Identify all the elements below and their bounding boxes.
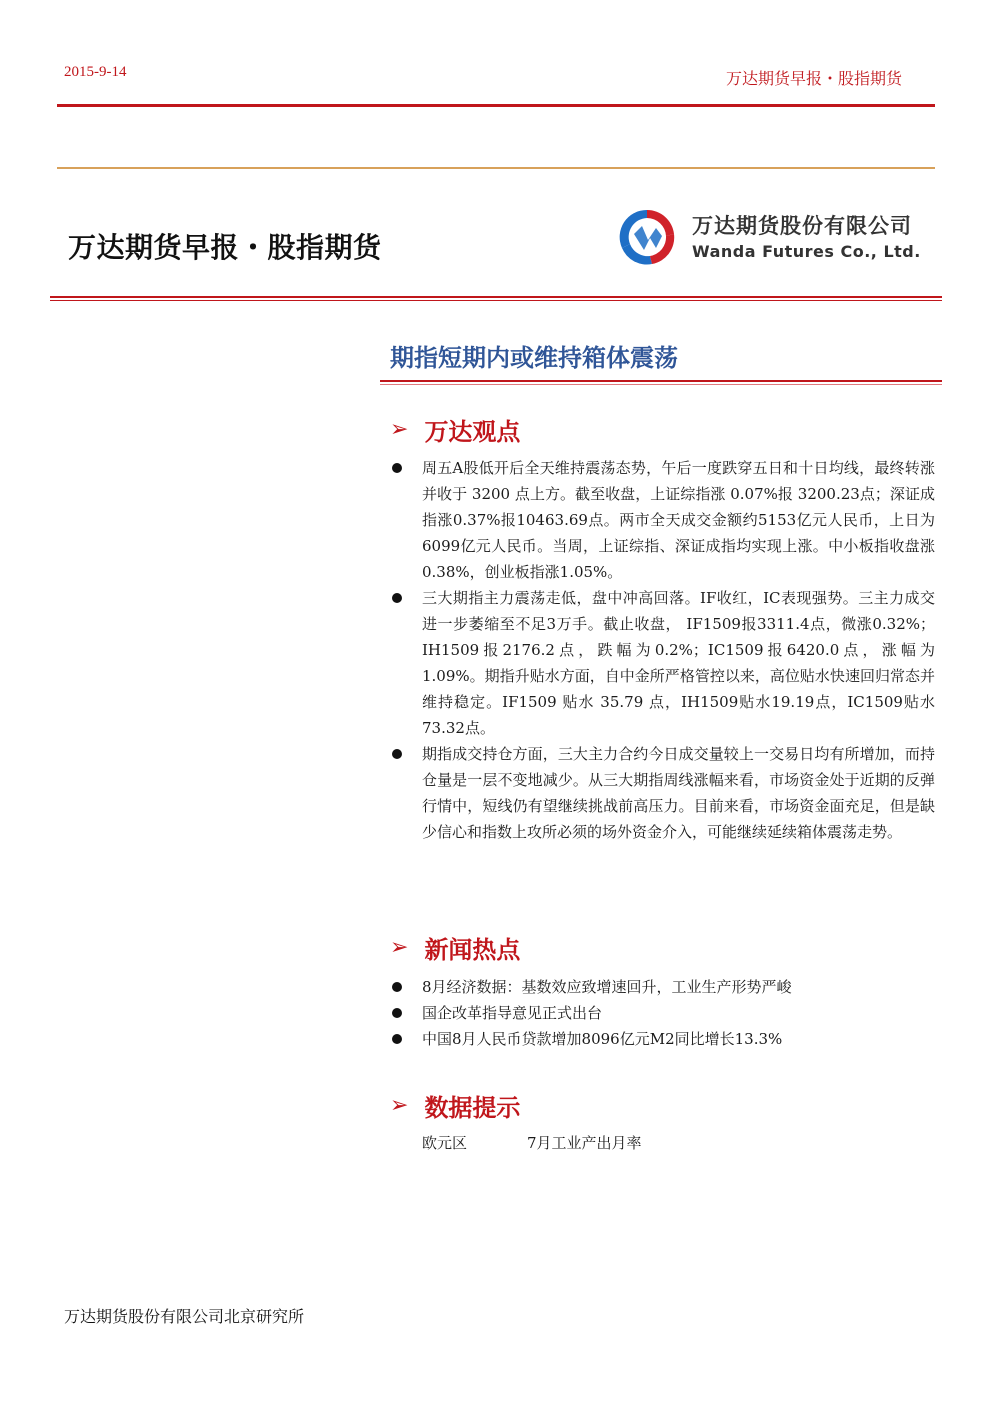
section-data-title: 数据提示 (424, 1094, 521, 1122)
section-news-heading (390, 930, 520, 965)
logo-company-name-cn: 万达期货股份有限公司 (692, 214, 912, 238)
list-item: 8月经济数据：基数效应致增速回升，工业生产形势严峻 (390, 974, 935, 1000)
list-item: 国企改革指导意见正式出台 (390, 1000, 935, 1026)
list-item: 期指成交持仓方面，三大主力合约今日成交量较上一交易日均有所增加，而持仓量是一层不变地减少。从三大期指周线涨幅来看，市场资金处于近期的反弹行情中，短线仍有望继续挑战前高压力。目前来看，市场资金面充足，但是缺少信心和指数上攻所必须的场外资金介入，可能继续延续箱体震荡走势。 (390, 741, 935, 845)
list-item: 三大期指主力震荡走低，盘中冲高回落。IF收红，IC表现强势。三主力成交进一步萎缩至不足3万手。截止收盘， IF1509报3311.4点，微涨0.32%；IH1509报2176.2点，跌幅为0.2%；IC1509报6420.0点，涨幅为 1.09%。期指升贴水方面，自中金所严格管控以来，高位贴水快速回归常态并维持稳定。IF1509 贴水 35.79 点，IH1509贴水19.19点，IC1509贴水73.32点。 (390, 585, 935, 741)
logo-company-name-en: Wanda Futures Co., Ltd. (692, 242, 921, 261)
bullet-icon (392, 1008, 402, 1018)
bullet-icon (392, 749, 402, 759)
header-divider-thin (57, 167, 935, 169)
header-divider (57, 104, 935, 107)
headline-divider (380, 380, 942, 382)
section-view-heading (390, 412, 520, 447)
wanda-swirl-logo-icon (612, 204, 682, 270)
section-data-heading (390, 1088, 520, 1123)
data-region: 欧元区 (422, 1134, 468, 1152)
view-bullet-list (390, 455, 935, 845)
page-title: 万达期货早报・股指期货 (68, 231, 382, 264)
footer-institute: 万达期货股份有限公司北京研究所 (64, 1307, 305, 1326)
section-news-title: 新闻热点 (424, 936, 521, 964)
report-date: 2015-9-14 (64, 64, 127, 80)
bullet-icon (392, 1034, 402, 1044)
section-view-title: 万达观点 (424, 418, 521, 446)
list-item: 中国8月人民币贷款增加8096亿元M2同比增长13.3% (390, 1026, 935, 1052)
title-divider-thin (50, 300, 942, 301)
header-report-name: 万达期货早报・股指期货 (725, 69, 902, 88)
company-logo (612, 204, 932, 270)
arrow-right-icon: ➢ (390, 417, 409, 442)
headline: 期指短期内或维持箱体震荡 (390, 344, 678, 372)
data-row (422, 1132, 642, 1153)
bullet-icon (392, 463, 402, 473)
title-divider (50, 296, 942, 298)
arrow-right-icon: ➢ (390, 935, 409, 960)
arrow-right-icon: ➢ (390, 1093, 409, 1118)
news-bullet-list (390, 974, 935, 1052)
data-item: 7月工业产出月率 (527, 1134, 642, 1152)
bullet-icon (392, 593, 402, 603)
headline-divider-thin (380, 384, 942, 385)
bullet-icon (392, 982, 402, 992)
list-item: 周五A股低开后全天维持震荡态势，午后一度跌穿五日和十日均线，最终转涨并收于 3200 点上方。截至收盘，上证综指涨 0.07%报 3200.23点；深证成指涨0.37%报10463.69点。两市全天成交金额约5153亿元人民币，上日为6099亿元人民币。当周，上证综指、深证成指均实现上涨。中小板指收盘涨0.38%，创业板指涨1.05%。 (390, 455, 935, 585)
